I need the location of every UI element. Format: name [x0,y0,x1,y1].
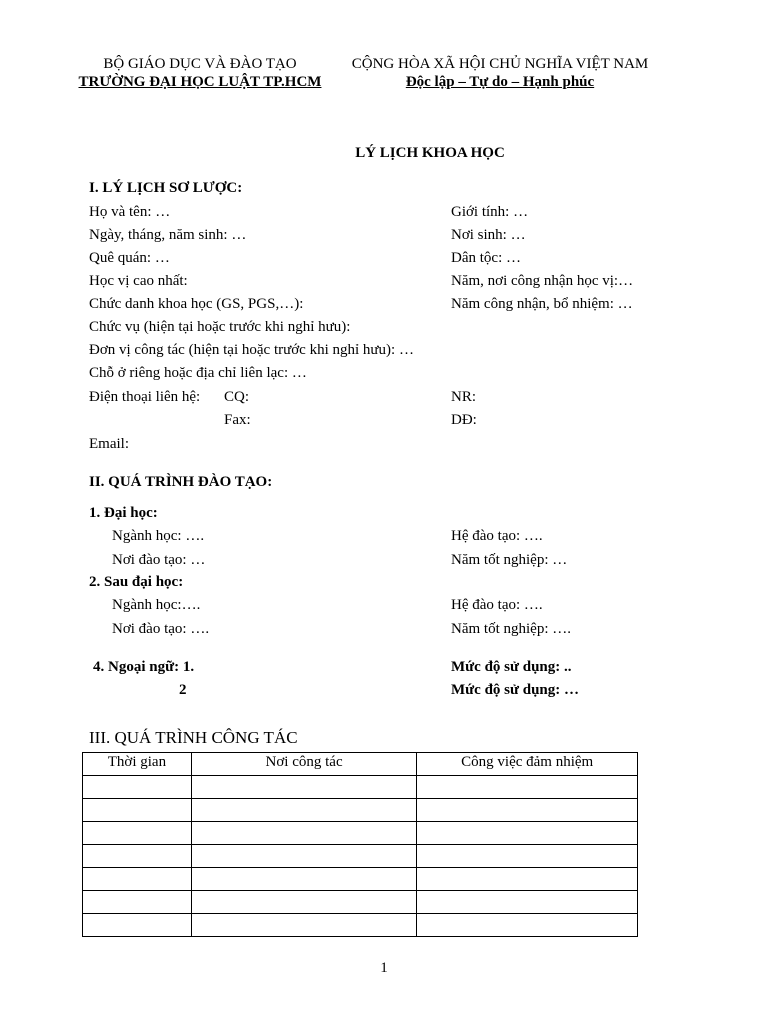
time-cell[interactable] [83,822,192,845]
table-row [83,891,638,914]
undergrad-mode-field: Hệ đào tạo: …. [451,528,543,544]
workplace-cell[interactable] [191,914,417,937]
section-3-heading: III. QUÁ TRÌNH CÔNG TÁC [89,728,298,747]
language-2-level: Mức độ sử dụng: … [451,682,580,698]
dob-field: Ngày, tháng, năm sinh: … [89,227,247,243]
academic-title-field: Chức danh khoa học (GS, PGS,…): [89,296,304,312]
email-field: Email: [89,436,129,452]
workplace-cell[interactable] [191,776,417,799]
time-cell[interactable] [83,799,192,822]
column-header-time: Thời gian [83,753,192,776]
birthplace-field: Nơi sinh: … [451,227,526,243]
language-1-label: 4. Ngoại ngữ: 1. [93,659,195,675]
ethnicity-field: Dân tộc: … [451,250,521,266]
fullname-field: Họ và tên: … [89,204,171,220]
duties-cell[interactable] [417,868,638,891]
table-row [83,799,638,822]
time-cell[interactable] [83,914,192,937]
republic-name: CỘNG HÒA XÃ HỘI CHỦ NGHĨA VIỆT NAM [351,56,649,72]
home-phone-field: NR: [451,389,477,405]
postgrad-heading: 2. Sau đại học: [89,574,184,590]
position-field: Chức vụ (hiện tại hoặc trước khi nghỉ hưu): [89,319,351,335]
postgrad-year-field: Năm tốt nghiệp: …. [451,621,571,637]
duties-cell[interactable] [417,776,638,799]
language-1-level: Mức độ sử dụng: .. [451,659,572,675]
national-motto: Độc lập – Tự do – Hạnh phúc [405,74,595,90]
document-title: LÝ LỊCH KHOA HỌC [355,145,505,161]
undergrad-heading: 1. Đại học: [89,505,158,521]
duties-cell[interactable] [417,845,638,868]
time-cell[interactable] [83,845,192,868]
work-history-table [82,752,638,937]
table-row [83,914,638,937]
degree-year-field: Năm, nơi công nhận học vị:… [451,273,634,289]
column-header-duties: Công việc đảm nhiệm [417,753,638,776]
postgrad-major-field: Ngành học:…. [112,597,201,613]
time-cell[interactable] [83,891,192,914]
workplace-cell[interactable] [191,868,417,891]
mobile-phone-field: DĐ: [451,412,477,428]
work-history-body [83,776,638,937]
degree-field: Học vị cao nhất: [89,273,188,289]
page-number: 1 [380,960,388,976]
workplace-cell[interactable] [191,891,417,914]
duties-cell[interactable] [417,914,638,937]
school-name: TRƯỜNG ĐẠI HỌC LUẬT TP.HCM [78,74,322,90]
table-row [83,868,638,891]
table-row [83,776,638,799]
office-phone-field: CQ: [224,389,250,405]
column-header-workplace: Nơi công tác [191,753,417,776]
workplace-field: Đơn vị công tác (hiện tại hoặc trước khi nghỉ hưu): … [89,342,414,358]
table-row [83,822,638,845]
undergrad-place-field: Nơi đào tạo: … [112,552,206,568]
fax-field: Fax: [224,412,251,428]
time-cell[interactable] [83,776,192,799]
section-2-heading: II. QUÁ TRÌNH ĐÀO TẠO: [89,474,273,490]
table-row [83,845,638,868]
language-2-label: 2 [179,682,187,698]
table-header-row [83,753,638,776]
duties-cell[interactable] [417,822,638,845]
title-year-field: Năm công nhận, bổ nhiệm: … [451,296,633,312]
workplace-cell[interactable] [191,822,417,845]
section-1-heading: I. LÝ LỊCH SƠ LƯỢC: [89,180,243,196]
ministry-name: BỘ GIÁO DỤC VÀ ĐÀO TẠO [103,56,297,72]
address-field: Chỗ ở riêng hoặc địa chỉ liên lạc: … [89,365,307,381]
hometown-field: Quê quán: … [89,250,170,266]
time-cell[interactable] [83,868,192,891]
phone-label: Điện thoại liên hệ: [89,389,201,405]
postgrad-mode-field: Hệ đào tạo: …. [451,597,543,613]
gender-field: Giới tính: … [451,204,529,220]
duties-cell[interactable] [417,891,638,914]
workplace-cell[interactable] [191,799,417,822]
postgrad-place-field: Nơi đào tạo: …. [112,621,210,637]
undergrad-major-field: Ngành học: …. [112,528,205,544]
undergrad-year-field: Năm tốt nghiệp: … [451,552,568,568]
workplace-cell[interactable] [191,845,417,868]
duties-cell[interactable] [417,799,638,822]
